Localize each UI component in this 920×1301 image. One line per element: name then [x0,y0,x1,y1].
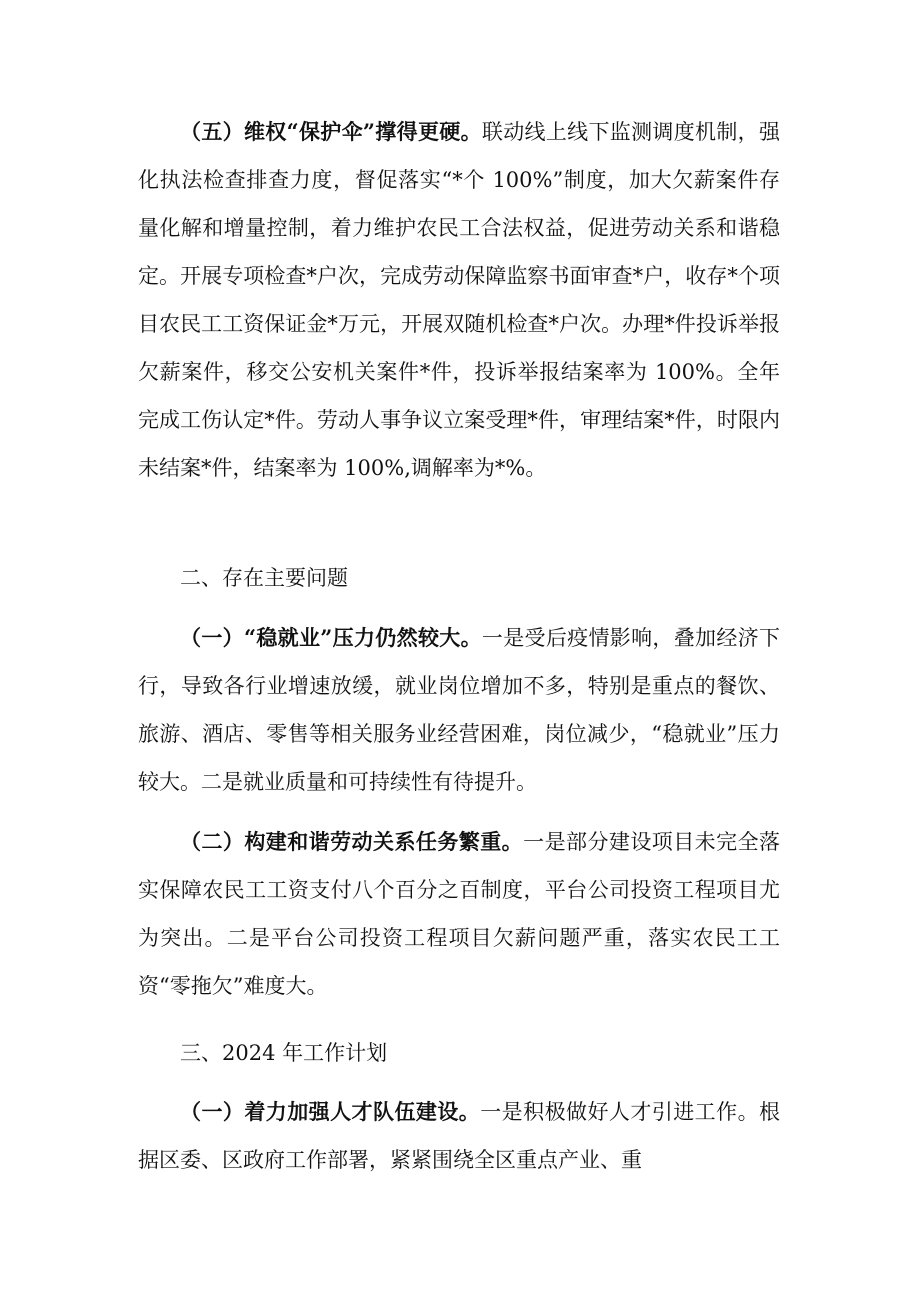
section-heading-problems: 二、存在主要问题 [180,566,348,590]
paragraph-body: 联动线上线下监测调度机制，强化执法检查排查力度，督促落实“*个 100%”制度，加大欠薪案件存量化解和增量控制，着力维护农民工合法权益，促进劳动关系和谐稳定。开展专项检查*户次，完成劳动保障监察书面审查*户，收存*个项目农民工工资保证金*万元，开展双随机检查*户次。办理*件投诉举报欠薪案件，移交公安机关案件*件，投诉举报结案率为 100%。全年完成工伤认定*件。劳动人事争议立案受理*件，审理结案*件，时限内未结案*件，结案率为 100%,调解率为*%。 [138,120,780,480]
paragraph-rights-protection [138,108,780,492]
paragraph-lead: （一）着力加强人才队伍建设。 [180,1099,481,1124]
paragraph-lead: （五）维权“保护伞”撑得更硬。 [180,119,482,144]
paragraph-body: 一是积极做好人才引进工作。根据区委、区政府工作部署，紧紧围绕全区重点产业、重 [138,1100,781,1172]
paragraph-body: 一是部分建设项目未完全落实保障农民工工资支付八个百分之百制度，平台公司投资工程项目尤为突出。二是平台公司投资工程项目欠薪问题严重，落实农民工工资“零拖欠”难度大。 [138,830,781,998]
paragraph-lead: （二）构建和谐劳动关系任务繁重。 [180,829,524,854]
paragraph-talent-team [138,1088,780,1184]
section-heading-work-plan: 三、2024 年工作计划 [180,1041,388,1065]
paragraph-body: 一是受后疫情影响，叠加经济下行，导致各行业增速放缓，就业岗位增加不多，特别是重点的餐饮、旅游、酒店、零售等相关服务业经营困难，岗位减少，“稳就业”压力较大。二是就业质量和可持续性有待提升。 [138,626,780,794]
paragraph-lead: （一）“稳就业”压力仍然较大。 [180,625,482,650]
paragraph-employment-pressure [138,614,780,806]
paragraph-labor-relations [138,818,780,1010]
